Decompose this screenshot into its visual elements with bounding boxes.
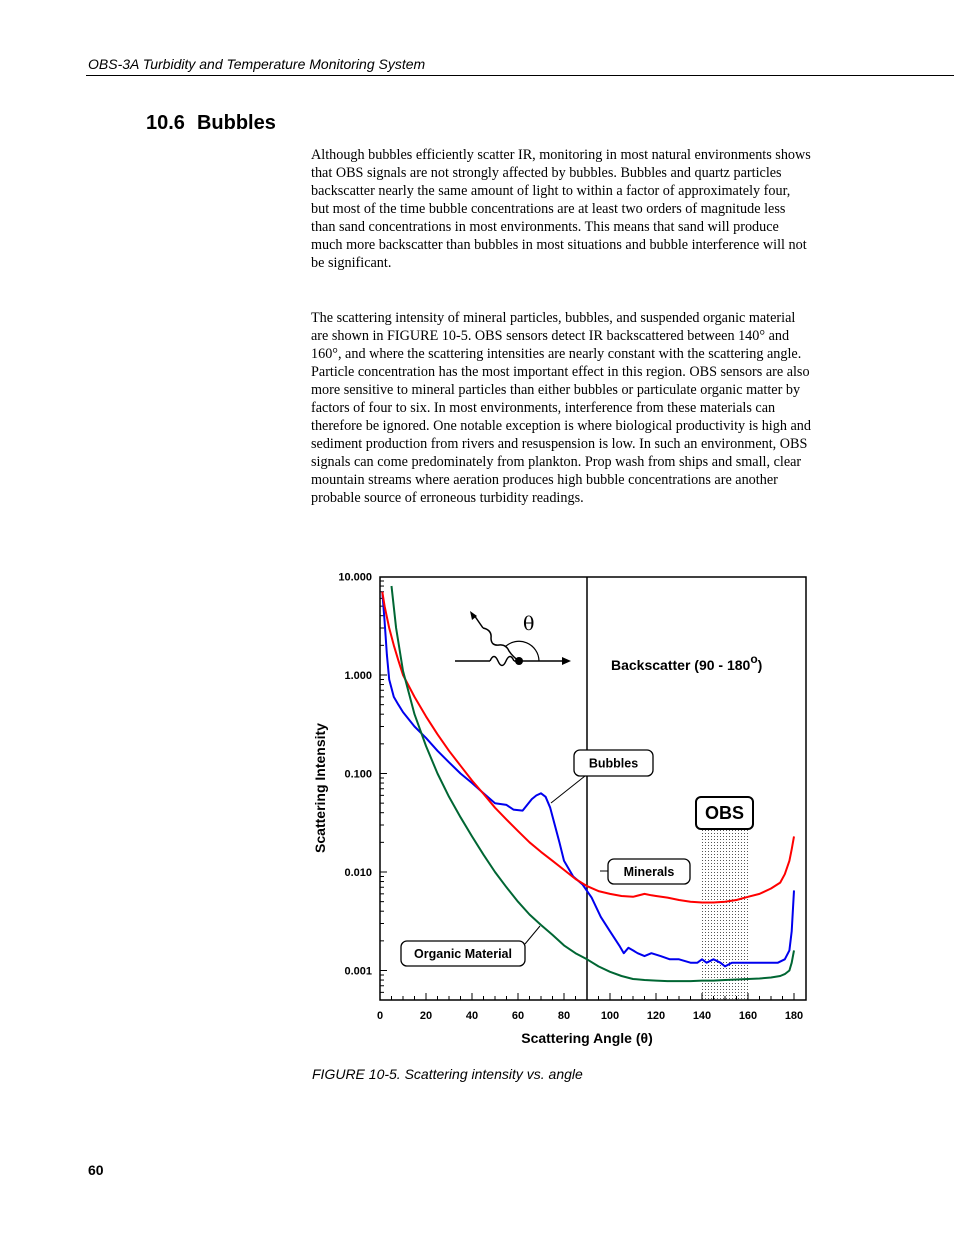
figure-caption: FIGURE 10-5. Scattering intensity vs. angle <box>312 1066 583 1082</box>
angle-arc <box>505 641 539 661</box>
x-tick-label: 0 <box>376 1010 384 1022</box>
body-paragraph-1: Although bubbles efficiently scatter IR, monitoring in most natural environments shows that OBS signals are not strongly affected by bubbles. Bubbles and quartz particles backscatter nearly the same amount of light to within a factor of approximately four, but most of the time bubble concentrations are at least two orders of magnitude less than sand concentrations in most environments. This means that sand will produce much more backscatter than bubbles in most situations and bubble interference will not be significant. <box>311 147 811 271</box>
section-title: Bubbles <box>196 112 276 134</box>
x-tick-label: 140 <box>692 1010 712 1022</box>
y-tick-label: 1.000 <box>344 670 372 682</box>
callout-label: Bubbles <box>588 756 639 771</box>
callout-leader <box>551 776 585 803</box>
callout-leader <box>525 926 540 944</box>
y-tick-label: 0.100 <box>344 768 372 781</box>
obs-band <box>702 830 748 1000</box>
y-axis-title: Scattering Intensity <box>312 723 328 853</box>
obs-label: OBS <box>704 803 745 823</box>
incident-wave <box>490 657 514 666</box>
section-number: 10.6 <box>146 112 185 134</box>
scattered-wave <box>483 628 519 661</box>
running-header: OBS-3A Turbidity and Temperature Monitoring System <box>88 56 426 72</box>
arrow-head <box>562 657 571 665</box>
x-tick-label: 40 <box>465 1010 479 1022</box>
page-number: 60 <box>88 1162 104 1178</box>
callout-label: Organic Material <box>414 947 512 961</box>
x-tick-label: 100 <box>600 1010 620 1022</box>
particle <box>515 657 523 665</box>
x-tick-label: 80 <box>557 1010 571 1022</box>
backscatter-label: Backscatter (90 - 180o) <box>611 652 763 673</box>
body-paragraph-2: The scattering intensity of mineral particles, bubbles, and suspended organic material are shown in FIGURE 10-5. OBS sensors detect IR backscattered between 140° and 160°, and where the scattering intensities are nearly constant with the scattering angle. Particle concentration has the most important effect in this region. OBS sensors are also more sensitive to mineral particles than either bubbles or particulate organic matter by factors of four to six. In most environments, interference from these materials can therefore be ignored. One notable exception is where biological productivity is high and sediment production from rivers and resuspension is low. In such an environment, OBS signals can come predominately from plankton. Prop wash from ships and small, clear mountain streams where aeration produces high bubble concentrations are another probable source of erroneous turbidity readings. <box>311 310 811 506</box>
y-tick-label: 0.001 <box>344 965 372 978</box>
callout-label: Minerals <box>623 865 675 879</box>
x-tick-label: 180 <box>784 1010 804 1022</box>
x-tick-label: 60 <box>511 1010 525 1022</box>
theta-symbol: θ <box>523 613 535 635</box>
header-rule <box>86 75 954 76</box>
y-tick-label: 0.010 <box>344 867 372 879</box>
x-tick-label: 160 <box>738 1010 758 1022</box>
scattering-chart <box>300 560 820 1060</box>
x-tick-label: 20 <box>419 1010 433 1022</box>
x-axis-title: Scattering Angle (θ) <box>521 1030 653 1046</box>
section-heading <box>146 112 276 135</box>
scattering-diagram <box>455 611 571 666</box>
x-tick-label: 120 <box>646 1010 666 1022</box>
y-tick-label: 10.000 <box>338 571 372 584</box>
